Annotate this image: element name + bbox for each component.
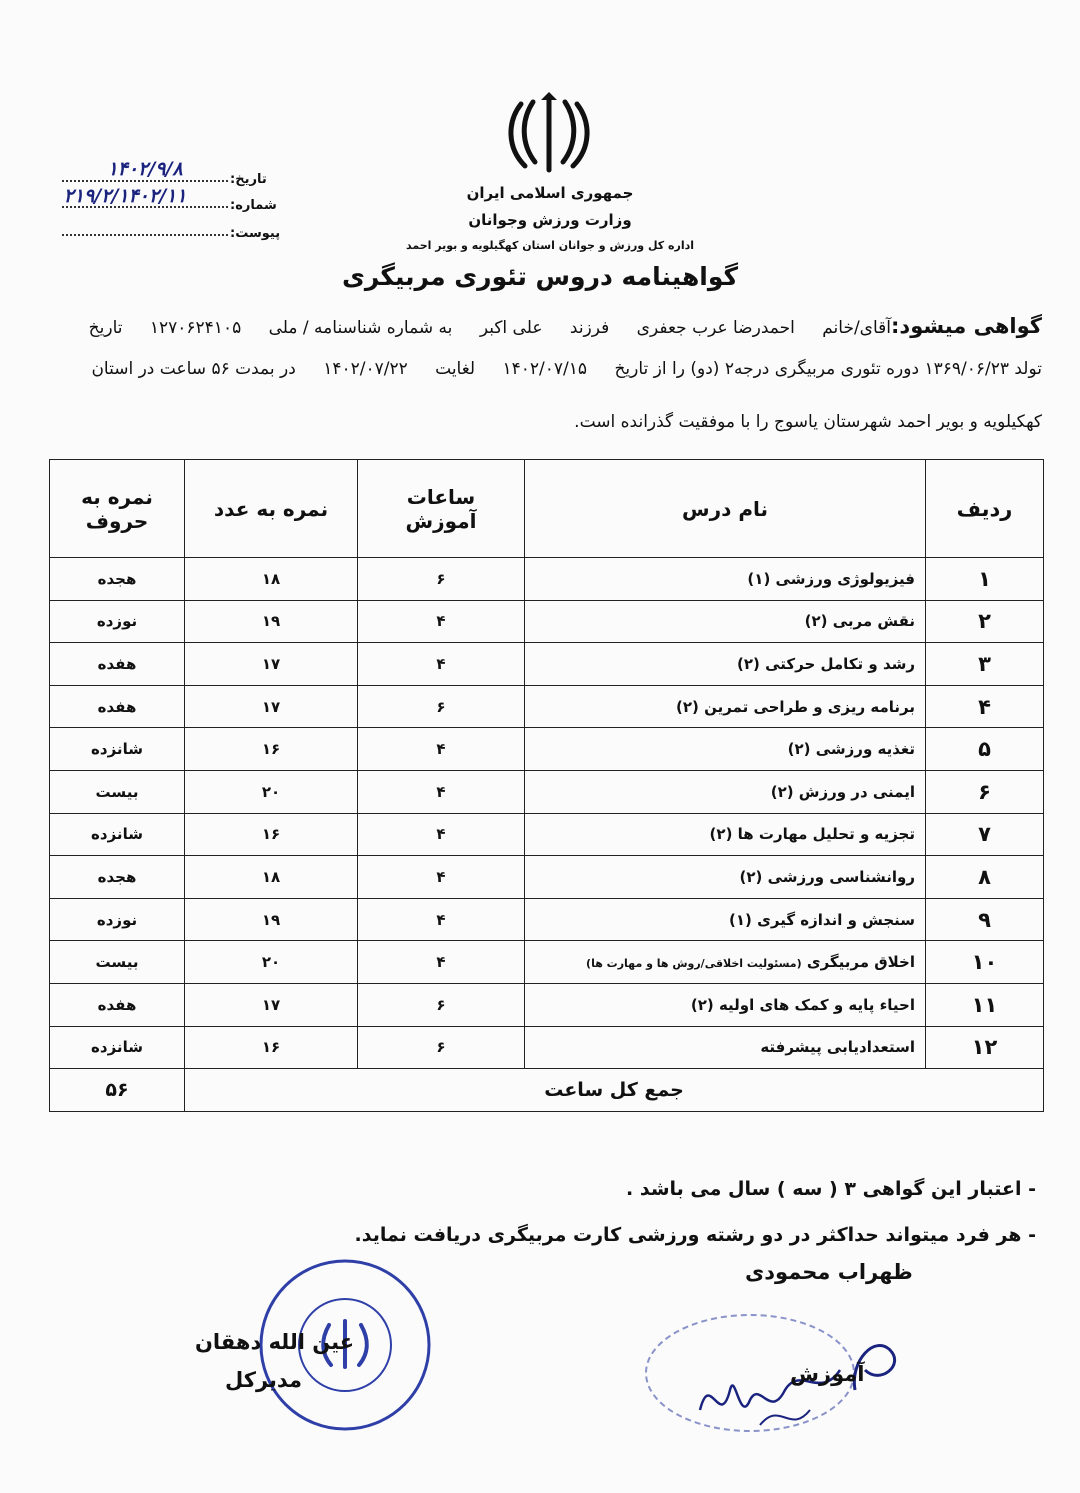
grade-number: ۱۷: [185, 685, 358, 728]
table-header-row: [50, 460, 1044, 558]
header-grade-words: نمره به حروف: [50, 460, 185, 558]
course-hours: ۶: [358, 685, 525, 728]
row-number: ۱۰: [926, 941, 1044, 984]
grade-words: نوزده: [50, 898, 185, 941]
grade-words: شانزده: [50, 813, 185, 856]
course-name: ایمنی در ورزش (۲): [525, 770, 926, 813]
row-number: ۲: [926, 600, 1044, 643]
table-row: [50, 941, 1044, 984]
row-number: ۸: [926, 856, 1044, 899]
grade-words: شانزده: [50, 728, 185, 771]
row-number: ۶: [926, 770, 1044, 813]
grade-words: هفده: [50, 983, 185, 1026]
table-row: [50, 983, 1044, 1026]
grade-number: ۲۰: [185, 941, 358, 984]
meta-date-label: :تاریخ: [230, 172, 267, 187]
course-name: تغذیه ورزشی (۲): [525, 728, 926, 771]
grade-number: ۱۶: [185, 728, 358, 771]
grade-words: نوزده: [50, 600, 185, 643]
row-number: ۵: [926, 728, 1044, 771]
course-name: فیزیولوژی ورزشی (۱): [525, 558, 926, 601]
grade-number: ۱۶: [185, 813, 358, 856]
course-hours: ۴: [358, 600, 525, 643]
table-row: [50, 770, 1044, 813]
director-title: مدیرکل: [225, 1368, 303, 1392]
grade-words: بیست: [50, 770, 185, 813]
course-name: برنامه ریزی و طراحی تمرین (۲): [525, 685, 926, 728]
grade-number: ۱۹: [185, 600, 358, 643]
grade-number: ۱۶: [185, 1026, 358, 1069]
grade-number: ۱۸: [185, 856, 358, 899]
course-name: احیاء پایه و کمک های اولیه (۲): [525, 983, 926, 1026]
to-label: لغایت: [435, 359, 476, 379]
course-hours: ۴: [358, 770, 525, 813]
meta-number-label: :شماره: [230, 198, 277, 213]
row-number: ۱۲: [926, 1026, 1044, 1069]
row-number: ۳: [926, 643, 1044, 686]
course-hours: ۴: [358, 856, 525, 899]
grade-words: هفده: [50, 685, 185, 728]
table-row: [50, 685, 1044, 728]
course-name: روانشناسی ورزشی (۲): [525, 856, 926, 899]
grade-number: ۱۷: [185, 643, 358, 686]
table-row: [50, 813, 1044, 856]
org-department: اداره کل ورزش و جوانان استان کهگیلویه و بویر احمد: [405, 239, 695, 252]
grade-number: ۱۷: [185, 983, 358, 1026]
grade-words: شانزده: [50, 1026, 185, 1069]
grade-number: ۲۰: [185, 770, 358, 813]
father-name: علی اکبر: [479, 318, 543, 338]
table-row: [50, 643, 1044, 686]
row-number: ۹: [926, 898, 1044, 941]
course-name: رشد و تکامل حرکتی (۲): [525, 643, 926, 686]
course-name: نقش مربی (۲): [525, 600, 926, 643]
body-line-2: [42, 348, 1042, 391]
date-word: تاریخ: [88, 318, 123, 338]
row-number: ۱: [926, 558, 1044, 601]
table-total-row: [50, 1069, 1044, 1112]
table-row: [50, 1026, 1044, 1069]
course-hours: ۶: [358, 1026, 525, 1069]
meta-date-value: ۱۴۰۲/۹/۸: [107, 158, 183, 180]
course-hours: ۴: [358, 643, 525, 686]
validity-note: - اعتبار این گواهی ۳ ( سه ) سال می باشد .: [626, 1178, 1036, 1200]
director-name: عین الله دهقان: [195, 1330, 355, 1354]
course-hours: ۶: [358, 983, 525, 1026]
courses-table: [49, 459, 1044, 1112]
course-hours: ۴: [358, 898, 525, 941]
birth-value: ۱۳۶۹/۰۶/۲۳: [924, 359, 1009, 379]
course-name: استعدادیابی پیشرفته: [525, 1026, 926, 1069]
table-row: [50, 856, 1044, 899]
meta-attachment-dots: [62, 234, 228, 236]
course-name-cell: [525, 941, 926, 984]
to-date: ۱۴۰۲/۰۷/۲۲: [323, 359, 408, 379]
course-text: دوره تئوری مربیگری درجه۲ (دو) را از تاریخ: [614, 359, 920, 379]
person-name: احمدرضا عرب جعفری: [636, 318, 795, 338]
org-country: جمهوری اسلامی ایران: [466, 184, 634, 202]
meta-number-value: ۲۱۹/۲/۱۴۰۲/۱۱: [63, 185, 187, 207]
grade-words: بیست: [50, 941, 185, 984]
grade-number: ۱۹: [185, 898, 358, 941]
course-hours: ۴: [358, 728, 525, 771]
id-label: به شماره شناسنامه / ملی: [268, 318, 453, 338]
course-hours: ۴: [358, 813, 525, 856]
duration-text: در بمدت ۵۶ ساعت در استان: [91, 359, 296, 379]
mr-mrs-label: آقای/خانم: [822, 318, 892, 338]
child-of-label: فرزند: [569, 318, 610, 338]
document-title: گواهینامه دروس تئوری مربیگری: [341, 262, 739, 291]
birth-label: تولد: [1014, 359, 1042, 379]
row-number: ۴: [926, 685, 1044, 728]
from-date: ۱۴۰۲/۰۷/۱۵: [502, 359, 588, 379]
iran-emblem-icon: [503, 92, 595, 182]
table-row: [50, 728, 1044, 771]
training-officer-name: ظهراب محمودی: [745, 1260, 913, 1284]
body-line-1: [42, 305, 1042, 350]
course-name: اخلاق مربیگری: [806, 953, 915, 972]
training-officer-title: آموزش: [790, 1362, 865, 1386]
header-row-number: ردیف: [926, 460, 1044, 558]
table-row: [50, 558, 1044, 601]
grade-number: ۱۸: [185, 558, 358, 601]
total-value: ۵۶: [50, 1069, 185, 1112]
header-course-name: نام درس: [525, 460, 926, 558]
certify-label: گواهی میشود:: [891, 314, 1042, 338]
id-value: ۱۲۷۰۶۲۴۱۰۵: [149, 318, 242, 338]
table-row: [50, 600, 1044, 643]
meta-date-dots: [62, 180, 228, 182]
grade-words: هجده: [50, 856, 185, 899]
table-row: [50, 898, 1044, 941]
course-name: سنجش و اندازه گیری (۱): [525, 898, 926, 941]
row-number: ۷: [926, 813, 1044, 856]
meta-attachment-label: :پیوست: [230, 226, 281, 241]
course-hours: ۶: [358, 558, 525, 601]
course-name: تجزیه و تحلیل مهارت ها (۲): [525, 813, 926, 856]
header-grade-number: نمره به عدد: [185, 460, 358, 558]
row-number: ۱۱: [926, 983, 1044, 1026]
header-hours: ساعات آموزش: [358, 460, 525, 558]
body-line-3: کهکیلویه و بویر احمد شهرستان یاسوج را با موفقیت گذرانده است.: [574, 412, 1042, 432]
grade-words: هجده: [50, 558, 185, 601]
total-label: جمع کل ساعت: [185, 1069, 1044, 1112]
course-name-subtitle: (مسئولیت اخلاقی/روش ها و مهارت ها): [586, 957, 802, 971]
grade-words: هفده: [50, 643, 185, 686]
limit-note: - هر فرد میتواند حداکثر در دو رشته ورزشی کارت مربیگری دریافت نماید.: [354, 1224, 1036, 1246]
course-hours: ۴: [358, 941, 525, 984]
org-ministry: وزارت ورزش وجوانان: [468, 211, 632, 229]
